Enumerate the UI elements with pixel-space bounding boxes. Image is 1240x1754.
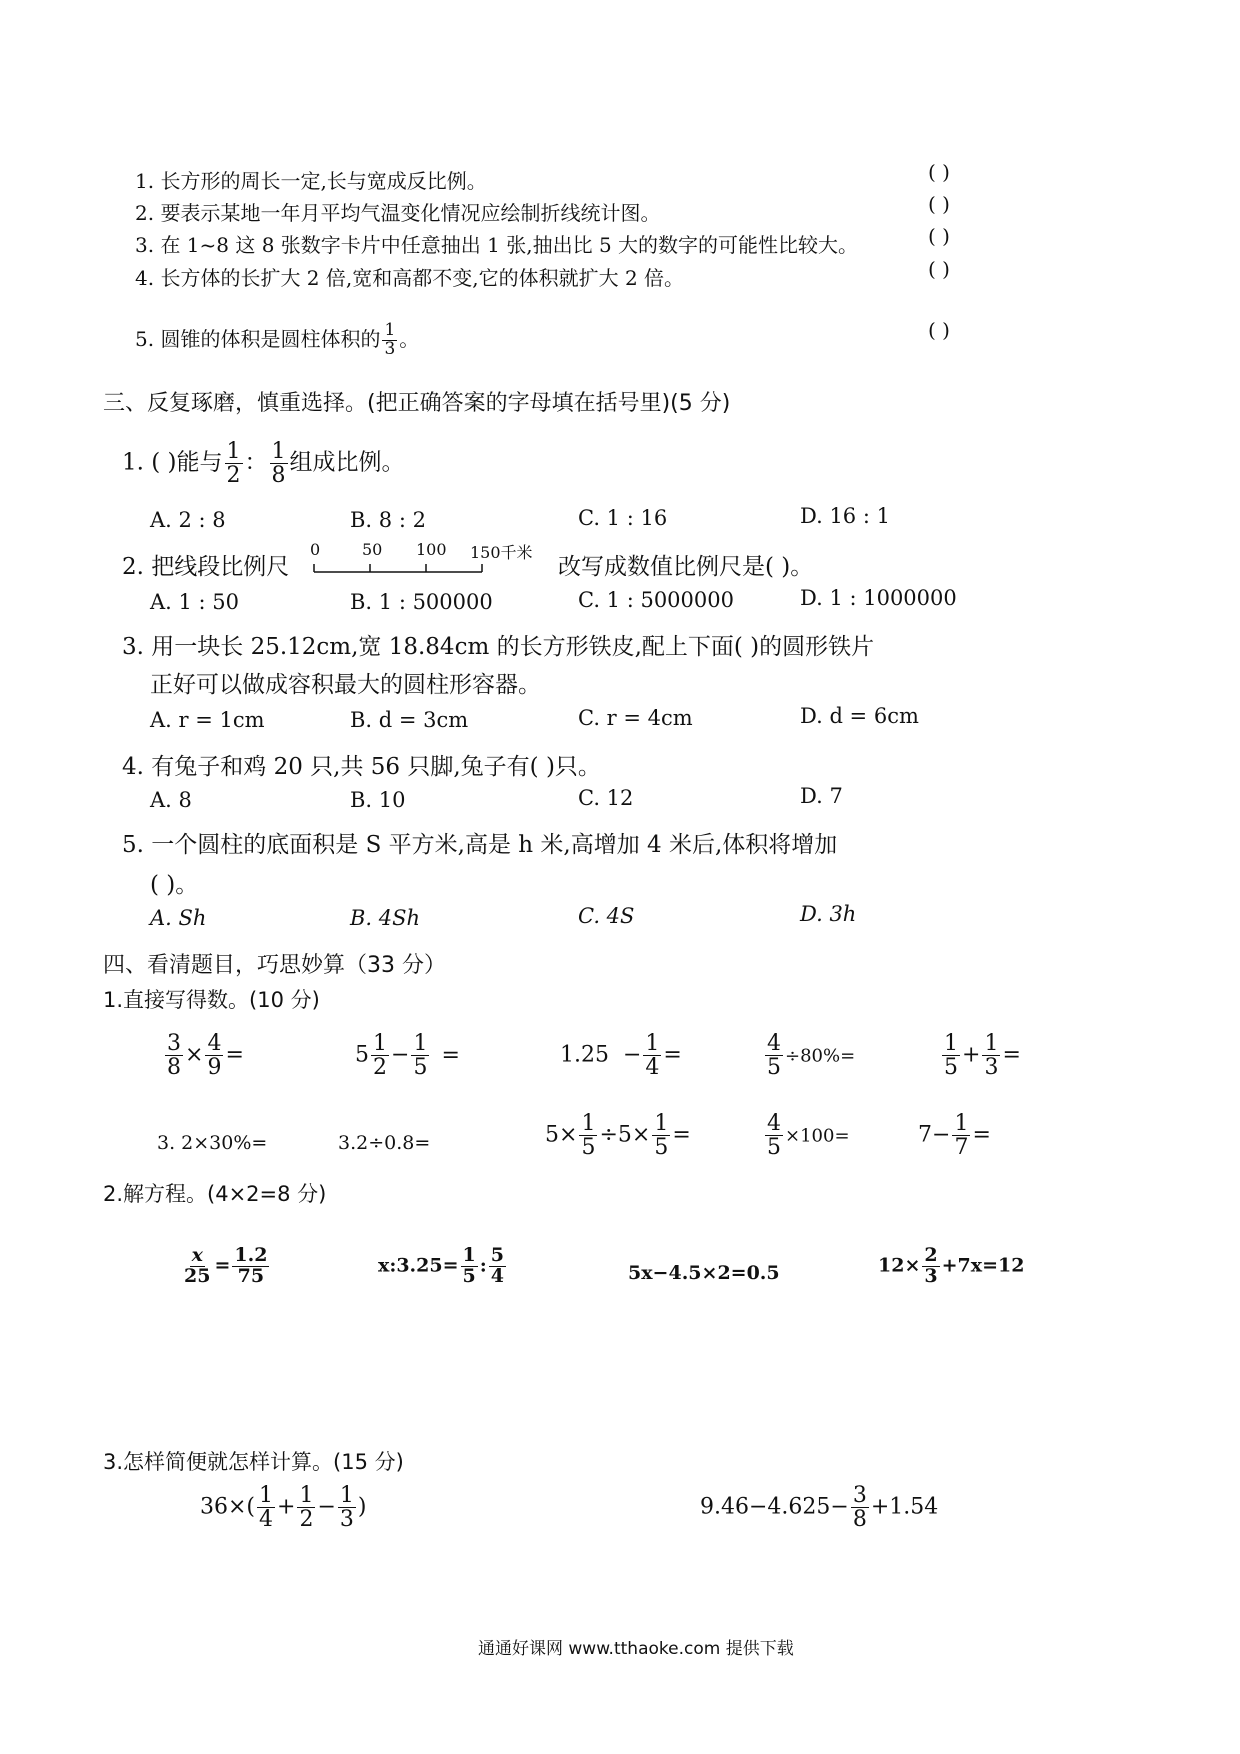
answer-paren-2[interactable]: ( ) — [928, 192, 950, 216]
scale-label-0: 0 — [310, 540, 321, 559]
answer-paren-1[interactable]: ( ) — [928, 160, 950, 184]
q3-option-c[interactable]: C. r = 4cm — [578, 706, 693, 730]
fraction: $\frac{4}{5}$ — [767, 1111, 781, 1161]
scale-label-100: 100 — [416, 540, 447, 559]
fraction: $\frac{1}{4}$ — [645, 1031, 660, 1081]
equation-3: 5x−4.5×2=0.5 — [628, 1262, 780, 1284]
calc-r2-e3: 5× $\frac{1}{5}$ ÷5× $\frac{1}{5}$ = — [545, 1111, 691, 1161]
fraction: $\frac{1}{7}$ — [954, 1111, 969, 1161]
equation-4: 12× $\frac{2}{3}$ +7x=12 — [878, 1244, 1025, 1287]
part2-title: 2.解方程。(4×2=8 分) — [103, 1182, 327, 1206]
fraction: $\frac{4}{5}$ — [767, 1031, 781, 1081]
scale-label-50: 50 — [362, 540, 383, 559]
section3-title: 三、反复琢磨，慎重选择。(把正确答案的字母填在括号里)(5 分) — [103, 391, 731, 416]
q5-option-b[interactable]: B. 4Sh — [350, 906, 421, 930]
q4-option-b[interactable]: B. 10 — [350, 788, 406, 812]
calc-r1-e3: 1.25 − $\frac{1}{4}$ = — [560, 1031, 682, 1081]
answer-paren-4[interactable]: ( ) — [928, 257, 950, 281]
fraction: $\frac{1}{5}$ — [944, 1031, 958, 1081]
fraction: $\frac{3}{8}$ — [852, 1483, 867, 1533]
calc-r2-e5: 7− $\frac{1}{7}$ = — [918, 1111, 991, 1161]
fraction: $\frac{1}{5}$ — [462, 1244, 476, 1287]
scale-label-150: 150千米 — [470, 543, 533, 562]
judgement-item-4: 4. 长方体的长扩大 2 倍,宽和高都不变,它的体积就扩大 2 倍。 — [135, 266, 685, 290]
q2-stem-post: 改写成数值比例尺是( )。 — [558, 554, 814, 580]
q1-option-c[interactable]: C. 1 : 16 — [578, 506, 668, 530]
q2-stem-pre: 2. 把线段比例尺 — [122, 554, 290, 580]
equation-2: x:3.25= $\frac{1}{5}$ : $\frac{5}{4}$ — [378, 1244, 505, 1287]
q3-option-b[interactable]: B. d = 3cm — [350, 708, 469, 732]
calc-3-1: 36×( $\frac{1}{4}$ + $\frac{1}{2}$ − $\frac{1}{3}$ ) — [200, 1483, 367, 1533]
answer-paren-5[interactable]: ( ) — [928, 318, 950, 342]
judgement-item-1: 1. 长方形的周长一定,长与宽成反比例。 — [135, 169, 487, 193]
fraction: $\frac{5}{4}$ — [490, 1244, 505, 1287]
q2-option-c[interactable]: C. 1 : 5000000 — [578, 588, 734, 612]
footer-source: 通通好课网 www.tthaoke.com 提供下载 — [478, 1639, 794, 1659]
fraction: $\frac{1}{2}$ — [226, 439, 241, 489]
calc-3-2: 9.46−4.625− $\frac{3}{8}$ +1.54 — [700, 1483, 939, 1533]
scale-bar — [310, 560, 490, 576]
fraction: $\frac{1}{4}$ — [259, 1483, 274, 1533]
section4-title: 四、看清题目，巧思妙算（33 分） — [103, 953, 446, 978]
calc-r1-e1: $\frac{3}{8}$ × $\frac{4}{9}$ = — [167, 1031, 244, 1081]
q3-option-a[interactable]: A. r = 1cm — [150, 708, 265, 732]
judgement-item-5: 5. 圆锥的体积是圆柱体积的 $\frac{1}{3}$ 。 — [135, 320, 420, 359]
fraction: $\frac{1}{2}$ — [299, 1483, 314, 1533]
fraction: $\frac{1}{3}$ — [339, 1483, 354, 1533]
q2-option-d[interactable]: D. 1 : 1000000 — [800, 586, 957, 610]
q3-option-d[interactable]: D. d = 6cm — [800, 704, 919, 728]
fraction: $\frac{1}{2}$ — [373, 1031, 387, 1081]
q4-stem: 4. 有兔子和鸡 20 只,共 56 只脚,兔子有( )只。 — [122, 754, 601, 780]
fraction: $\frac{3}{8}$ — [167, 1031, 181, 1081]
q5-option-c[interactable]: C. 4S — [578, 904, 635, 928]
part3-title: 3.怎样简便就怎样计算。(15 分) — [103, 1450, 404, 1474]
q4-option-d[interactable]: D. 7 — [800, 784, 843, 808]
q3-stem-line2: 正好可以做成容积最大的圆柱形容器。 — [150, 672, 541, 698]
q3-stem-line1: 3. 用一块长 25.12cm,宽 18.84cm 的长方形铁皮,配上下面( )的圆形铁片 — [122, 634, 875, 660]
q5-option-d[interactable]: D. 3h — [800, 902, 857, 926]
fraction: $\frac{2}{3}$ — [924, 1244, 938, 1287]
fraction: $\frac{1}{5}$ — [581, 1111, 596, 1161]
judgement-item-5-text: 5. 圆锥的体积是圆柱体积的 — [135, 326, 381, 351]
q4-option-a[interactable]: A. 8 — [150, 788, 192, 812]
calc-r2-e2: 3.2÷0.8= — [338, 1132, 431, 1154]
q1-option-d[interactable]: D. 16 : 1 — [800, 504, 890, 528]
fraction: $\frac{1}{5}$ — [413, 1031, 428, 1081]
fraction: $\frac{x}{25}$ — [184, 1244, 211, 1287]
q1-option-b[interactable]: B. 8 : 2 — [350, 508, 426, 532]
judgement-item-2: 2. 要表示某地一年月平均气温变化情况应绘制折线统计图。 — [135, 201, 661, 225]
equation-1: $\frac{x}{25}$ = $\frac{1.2}{75}$ — [184, 1244, 268, 1287]
part1-title: 1.直接写得数。(10 分) — [103, 988, 320, 1012]
q1-option-a[interactable]: A. 2 : 8 — [150, 508, 226, 532]
calc-r2-e1: 3. 2×30%= — [157, 1132, 268, 1154]
fraction: $\frac{1}{3}$ — [384, 320, 396, 359]
q5-stem-line2: ( )。 — [150, 872, 199, 898]
q5-option-a[interactable]: A. Sh — [150, 906, 207, 930]
calc-r1-e5: $\frac{1}{5}$ + $\frac{1}{3}$ = — [944, 1031, 1021, 1081]
answer-paren-3[interactable]: ( ) — [928, 224, 950, 248]
calc-r1-e4: $\frac{4}{5}$ ÷80%= — [767, 1031, 856, 1081]
calc-r2-e4: $\frac{4}{5}$ ×100= — [767, 1111, 850, 1161]
fraction: $\frac{1}{8}$ — [271, 439, 286, 489]
fraction: $\frac{1}{5}$ — [654, 1111, 669, 1161]
calc-r1-e2: 5 $\frac{1}{2}$ − $\frac{1}{5}$ = — [355, 1031, 460, 1081]
judgement-item-3: 3. 在 1~8 这 8 张数字卡片中任意抽出 1 张,抽出比 5 大的数字的可能性比较大。 — [135, 233, 859, 257]
q1-stem: 1. ( )能与 $\frac{1}{2}$ ： $\frac{1}{8}$ 组成比例。 — [122, 439, 405, 489]
q4-option-c[interactable]: C. 12 — [578, 786, 634, 810]
q2-option-b[interactable]: B. 1 : 500000 — [350, 590, 493, 614]
fraction: $\frac{1}{3}$ — [984, 1031, 999, 1081]
q2-option-a[interactable]: A. 1 : 50 — [150, 590, 240, 614]
q5-stem-line1: 5. 一个圆柱的底面积是 S 平方米,高是 h 米,高增加 4 米后,体积将增加 — [122, 832, 838, 858]
fraction: $\frac{1.2}{75}$ — [234, 1244, 268, 1287]
line-scale — [310, 540, 550, 580]
fraction: $\frac{4}{9}$ — [207, 1031, 222, 1081]
